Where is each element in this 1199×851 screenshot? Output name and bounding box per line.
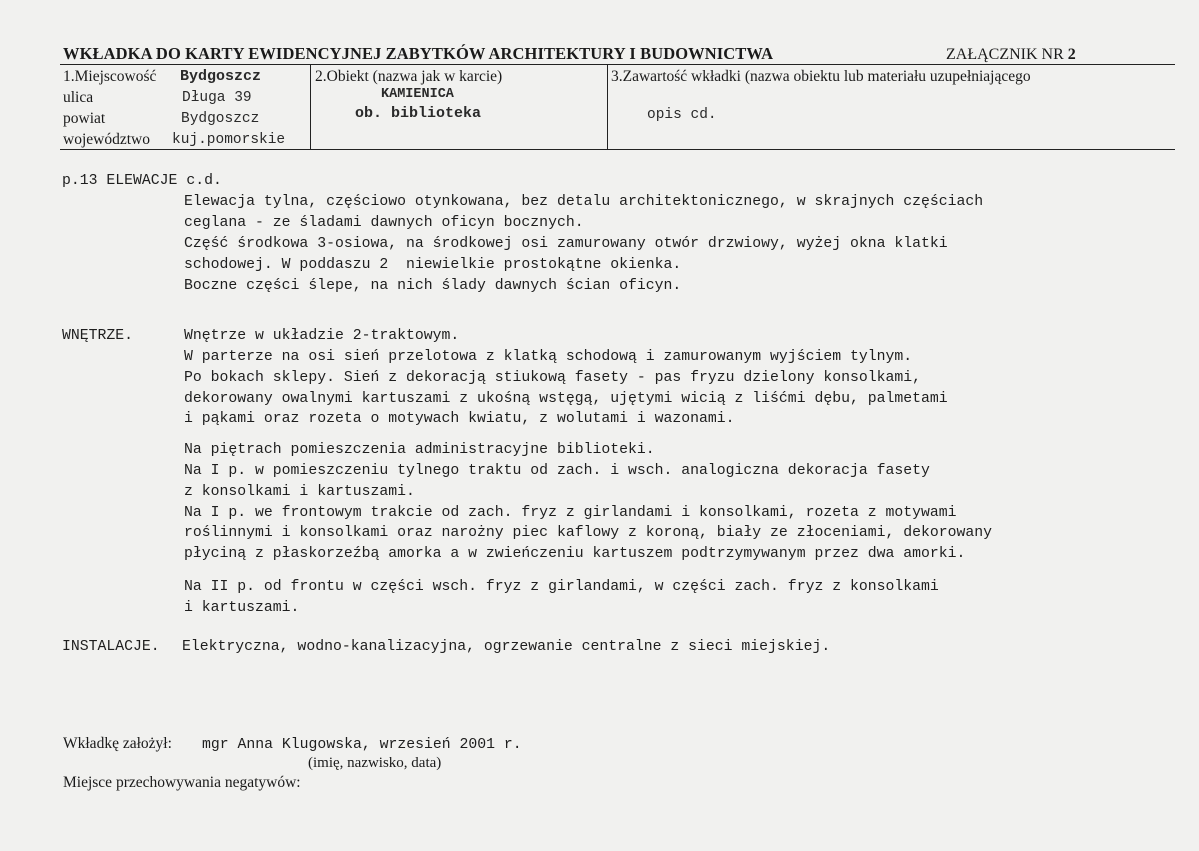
interior-line-4: dekorowany owalnymi kartuszami z ukośną wstęgą, ujętymi wicią z liśćmi dębu, palmetami: [184, 391, 948, 407]
object-function: ob. biblioteka: [355, 105, 482, 122]
column-divider-1: [310, 65, 311, 149]
column-divider-2: [607, 65, 608, 149]
founded-hint: (imię, nazwisko, data): [308, 755, 442, 771]
voivodeship-label: województwo: [63, 131, 150, 148]
elevations-line-3: Część środkowa 3-osiowa, na środkowej osi zamurowany otwór drzwiowy, wyżej okna klatki: [184, 236, 948, 252]
floors-line-1: Na piętrach pomieszczenia administracyjne biblioteki.: [184, 442, 655, 458]
document-title: WKŁADKA DO KARTY EWIDENCYJNEJ ZABYTKÓW ARCHITEKTURY I BUDOWNICTWA: [63, 44, 774, 63]
floors-line-2: Na I p. w pomieszczeniu tylnego traktu od zach. i wsch. analogiczna dekoracja fasety: [184, 463, 930, 479]
elevations-line-1: Elewacja tylna, częściowo otynkowana, bez detalu architektonicznego, w skrajnych częściach: [184, 194, 984, 210]
annex-label-text: ZAŁĄCZNIK NR: [946, 46, 1064, 63]
district-label: powiat: [63, 110, 106, 127]
founded-label: Wkładkę założył:: [63, 735, 172, 752]
second-floor-line-2: i kartuszami.: [184, 600, 300, 616]
district-value: Bydgoszcz: [181, 111, 260, 127]
header-rule-top: [60, 64, 1175, 65]
negatives-label: Miejsce przechowywania negatywów:: [63, 774, 301, 791]
content-value: opis cd.: [647, 107, 717, 123]
voivodeship-value: kuj.pomorskie: [172, 132, 286, 148]
interior-line-5: i pąkami oraz rozeta o motywach kwiatu, z wolutami i wazonami.: [184, 411, 735, 427]
annex-label: [946, 46, 1076, 64]
interior-heading: WNĘTRZE.: [62, 328, 134, 344]
elevations-line-5: Boczne części ślepe, na nich ślady dawnych ścian oficyn.: [184, 278, 682, 294]
object-label: 2.Obiekt (nazwa jak w karcie): [315, 68, 503, 85]
street-label: ulica: [63, 89, 94, 106]
elevations-line-4: schodowej. W poddaszu 2 niewielkie prostokątne okienka.: [184, 257, 682, 273]
floors-line-4: Na I p. we frontowym trakcie od zach. fryz z girlandami i konsolkami, rozeta z motywami: [184, 505, 957, 521]
street-value: Długa 39: [182, 90, 252, 106]
floors-line-3: z konsolkami i kartuszami.: [184, 484, 415, 500]
installations-text: Elektryczna, wodno-kanalizacyjna, ogrzewanie centralne z sieci miejskiej.: [182, 639, 831, 655]
elevations-line-2: ceglana - ze śladami dawnych oficyn bocznych.: [184, 215, 584, 231]
floors-line-6: płyciną z płaskorzeźbą amorka a w zwieńczeniu kartuszem podtrzymywanym przez dwa amorki.: [184, 546, 966, 562]
locality-value: Bydgoszcz: [180, 68, 262, 85]
object-name: KAMIENICA: [381, 87, 454, 102]
interior-line-3: Po bokach sklepy. Sień z dekoracją stiukową fasety - pas fryzu dzielony konsolkami,: [184, 370, 922, 386]
floors-line-5: roślinnymi i konsolkami oraz narożny piec kaflowy z koroną, biały ze złoceniami, dekorowany: [184, 525, 993, 541]
interior-line-1: Wnętrze w układzie 2-traktowym.: [184, 328, 460, 344]
locality-label: 1.Miejscowość: [63, 68, 157, 85]
annex-number: 2: [1067, 46, 1076, 63]
interior-line-2: W parterze na osi sień przelotowa z klatką schodową i zamurowanym wyjściem tylnym.: [184, 349, 913, 365]
elevations-heading: p.13 ELEWACJE c.d.: [62, 173, 222, 189]
installations-heading: INSTALACJE.: [62, 639, 160, 655]
second-floor-line-1: Na II p. od frontu w części wsch. fryz z girlandami, w części zach. fryz z konsolkami: [184, 579, 939, 595]
content-label: 3.Zawartość wkładki (nazwa obiektu lub materiału uzupełniającego: [611, 68, 1031, 85]
founded-value: mgr Anna Klugowska, wrzesień 2001 r.: [202, 737, 522, 753]
